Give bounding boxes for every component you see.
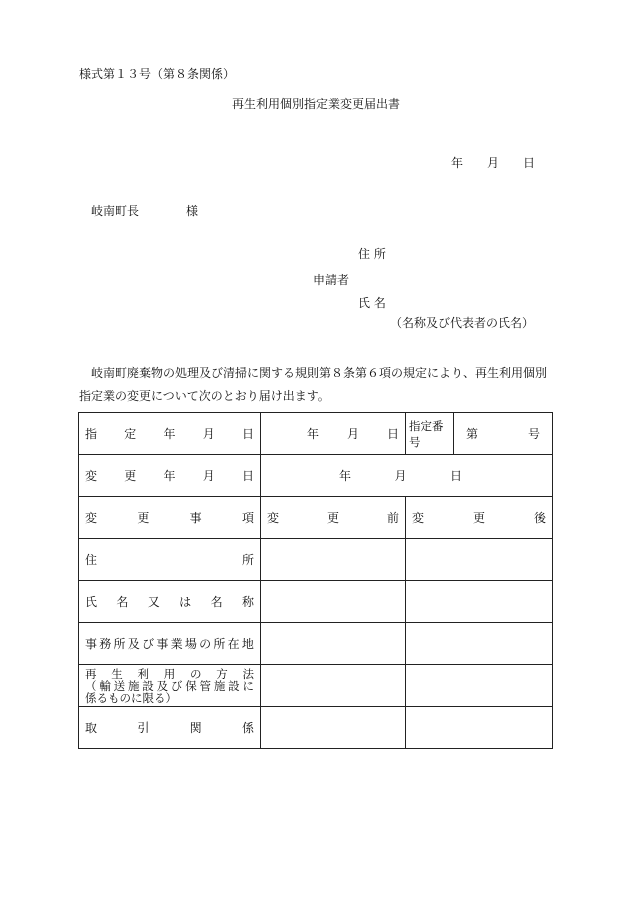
body-text: 岐南町廃棄物の処理及び清掃に関する規則第８条第６項の規定により、再生利用個別指定業の変更について次のとおり届け出ます。 — [79, 366, 548, 403]
office-after-field[interactable] — [406, 623, 553, 665]
table-row — [79, 707, 553, 749]
name-before-field[interactable] — [261, 581, 406, 623]
change-date-field[interactable]: 年 月 日 — [261, 455, 553, 497]
designation-date-field[interactable]: 年 月 日 — [261, 413, 406, 455]
designation-date-label: 指 定 年 月 日 — [79, 413, 261, 455]
designation-number-label: 指定番号 — [406, 413, 454, 455]
transaction-after-field[interactable] — [406, 707, 553, 749]
address-before-field[interactable] — [261, 539, 406, 581]
name-row-label: 氏 名 又 は 名 称 — [79, 581, 261, 623]
year-label: 年 — [451, 156, 464, 170]
transaction-row-label: 取 引 関 係 — [79, 707, 261, 749]
applicant-address-label: 住 所 — [358, 247, 386, 261]
table-row — [79, 581, 553, 623]
method-after-field[interactable] — [406, 665, 553, 707]
table-row — [79, 665, 553, 707]
address-after-field[interactable] — [406, 539, 553, 581]
day-label: 日 — [523, 156, 536, 170]
method-before-field[interactable] — [261, 665, 406, 707]
change-form-table — [78, 412, 553, 749]
addressee-honorific: 様 — [186, 204, 199, 218]
applicant-name-label: 氏 名 — [358, 296, 386, 310]
transaction-before-field[interactable] — [261, 707, 406, 749]
table-row — [79, 413, 553, 455]
name-after-field[interactable] — [406, 581, 553, 623]
applicant-name-note: （名称及び代表者の氏名） — [390, 316, 535, 330]
table-row — [79, 539, 553, 581]
table-row — [79, 623, 553, 665]
method-row-label: 再 生 利 用 の 方 法 （ 輸 送 施 設 及 び 保 管 施 設 に 係るものに限る） — [79, 665, 261, 707]
before-change-header: 変 更 前 — [261, 497, 406, 539]
document-title: 再生利用個別指定業変更届出書 — [232, 97, 401, 111]
table-row — [79, 455, 553, 497]
address-row-label: 住 所 — [79, 539, 261, 581]
office-before-field[interactable] — [261, 623, 406, 665]
office-row-label: 事 務 所 及 び 事 業 場 の 所 在 地 — [79, 623, 261, 665]
after-change-header: 変 更 後 — [406, 497, 553, 539]
change-items-label: 変 更 事 項 — [79, 497, 261, 539]
table-row — [79, 497, 553, 539]
addressee-name: 岐南町長 — [91, 204, 140, 218]
submission-date — [451, 156, 535, 170]
month-label: 月 — [487, 156, 500, 170]
form-number: 様式第１３号（第８条関係） — [79, 67, 236, 81]
designation-number-field[interactable]: 第 号 — [454, 413, 553, 455]
change-date-label: 変 更 年 月 日 — [79, 455, 261, 497]
applicant-label: 申請者 — [313, 273, 350, 287]
addressee — [91, 204, 198, 218]
